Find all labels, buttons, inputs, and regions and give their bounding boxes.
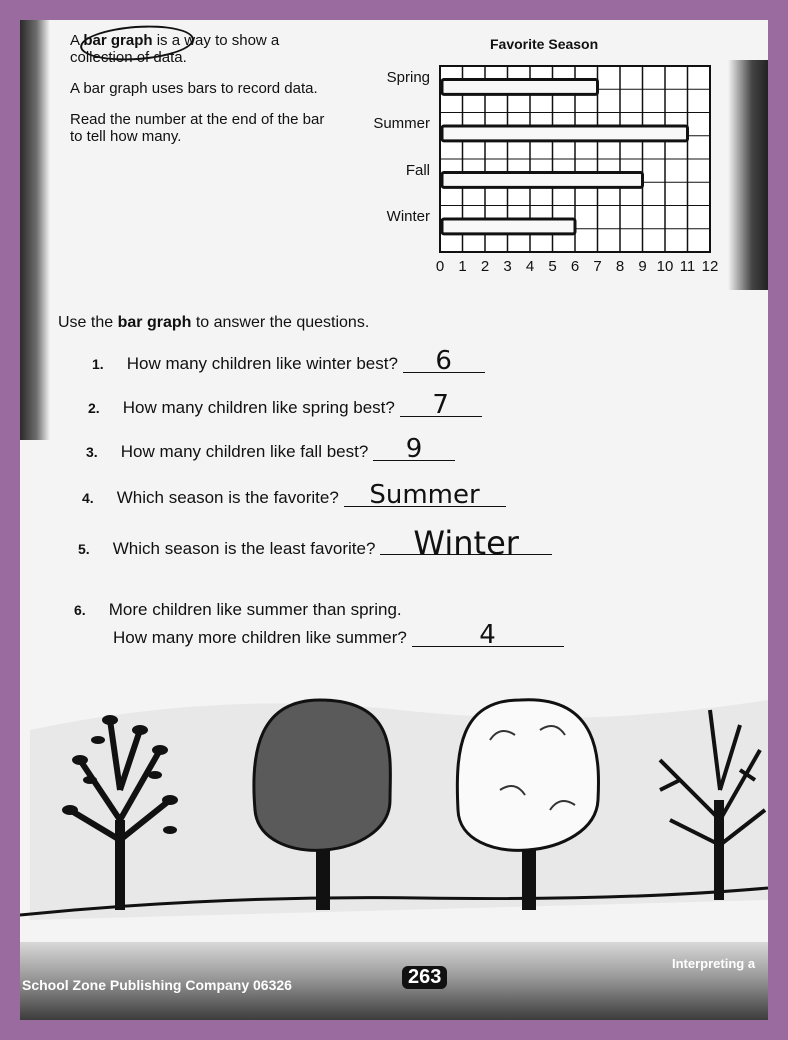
section-title: Interpreting a — [672, 956, 756, 971]
tick-label: 6 — [570, 258, 580, 275]
question-3: 3. How many children like fall best? 9 — [86, 438, 455, 462]
intro-definition-rest: is a way to show a collection of data. — [70, 32, 280, 66]
question-2: 2. How many children like spring best? 7 — [88, 394, 482, 418]
tick-label: 12 — [701, 258, 719, 275]
worksheet-page — [20, 20, 768, 1020]
bar-summer — [442, 126, 688, 141]
category-label: Fall — [405, 161, 430, 179]
instructions: Use the bar graph to answer the questions. — [58, 314, 370, 331]
intro-term: bar graph — [83, 32, 153, 49]
intro-definition: A bar graph is a way to show a collection of data. — [70, 32, 340, 66]
tick-label: 11 — [679, 258, 696, 275]
category-label: Winter — [386, 208, 430, 226]
question-6: 6. More children like summer than spring. — [74, 600, 402, 619]
favorite-season-chart — [330, 30, 750, 290]
chart-title: Favorite Season — [490, 36, 599, 52]
answer-5[interactable]: Winter — [380, 532, 552, 555]
bar-spring — [442, 79, 598, 94]
intro-read: Read the number at the end of the bar to tell how many. — [70, 111, 325, 145]
question-4: 4. Which season is the favorite? Summer — [82, 484, 506, 508]
tick-label: 8 — [615, 258, 625, 275]
question-1: 1. How many children like winter best? 6 — [92, 350, 485, 374]
tick-label: 0 — [435, 258, 445, 275]
answer-6[interactable]: 4 — [412, 624, 564, 647]
tick-label: 1 — [458, 258, 467, 275]
question-5: 5. Which season is the least favorite? Winter — [78, 532, 552, 559]
tick-label: 4 — [525, 258, 535, 275]
tick-label: 2 — [480, 258, 490, 275]
bar-winter — [442, 219, 575, 234]
category-label: Spring — [386, 68, 430, 86]
intro-bars: A bar graph uses bars to record data. — [70, 80, 318, 97]
tick-label: 9 — [638, 258, 647, 275]
answer-1[interactable]: 6 — [403, 350, 485, 373]
binding-shadow — [20, 20, 50, 440]
category-label: Summer — [373, 115, 430, 133]
tick-label: 5 — [548, 258, 557, 275]
season-trees — [20, 670, 768, 940]
tick-label: 7 — [593, 258, 602, 275]
publisher-credit: School Zone Publishing Company 06326 — [22, 977, 292, 993]
tick-label: 3 — [503, 258, 512, 275]
tick-label: 10 — [656, 258, 674, 275]
question-6-line2: How many more children like summer? 4 — [113, 624, 564, 648]
answer-2[interactable]: 7 — [400, 394, 482, 417]
answer-4[interactable]: Summer — [344, 484, 506, 507]
bar-fall — [442, 172, 643, 187]
answer-3[interactable]: 9 — [373, 438, 455, 461]
page-number: 263 — [402, 966, 447, 989]
intro-text — [70, 32, 340, 159]
chart-plot — [330, 30, 750, 290]
